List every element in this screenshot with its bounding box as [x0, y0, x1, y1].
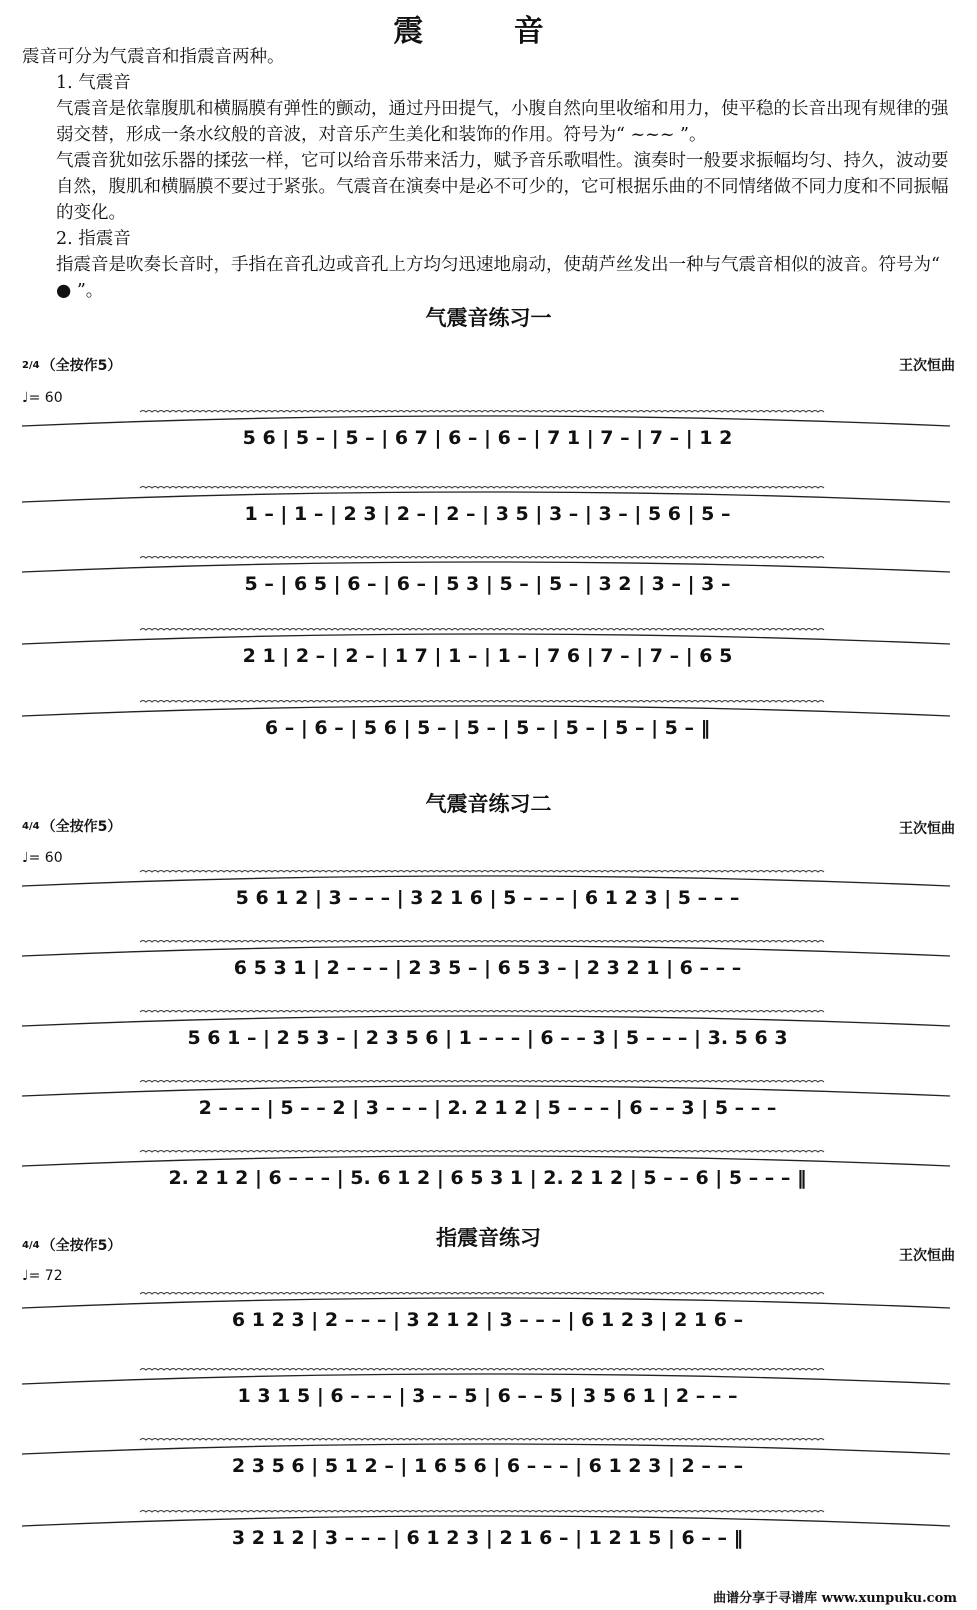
composer: 王次恒曲 — [899, 1248, 955, 1264]
notation-text: 1 – | 1 – | 2 3 | 2 – | 2 – | 3 5 | 3 – | 3 – | 5 6 | 5 – — [244, 503, 731, 525]
intro-paragraph: 指震音是吹奏长音时，手指在音孔边或音孔上方均匀迅速地扇动，使葫芦丝发出一种与气震音相似的波音。符号为“ ● ”。 — [56, 255, 940, 301]
notation-line — [20, 690, 955, 750]
meter-key — [22, 355, 121, 375]
key-note: （全按作5） — [41, 1238, 122, 1254]
time-signature: 2/4 — [22, 360, 40, 371]
notation-text: 5 – | 6 5 | 6 – | 6 – | 5 3 | 5 – | 5 – | 3 2 | 3 – | 3 – — [244, 573, 731, 595]
intro-paragraph: 气震音犹如弦乐器的揉弦一样，它可以给音乐带来活力，赋予音乐歌唱性。演奏时一般要求振幅均匀、持久，波动要自然，腹肌和横膈膜不要过于紧张。气震音在演奏中是必不可少的，它可根据乐曲的不同情绪做不同力度和不同振幅的变化。 — [56, 151, 949, 223]
notation-line — [20, 1358, 955, 1418]
notation-text: 5 6 1 2 | 3 – – – | 3 2 1 6 | 5 – – – | 6 1 2 3 | 5 – – – — [235, 887, 740, 909]
notation-line — [20, 546, 955, 606]
composer: 王次恒曲 — [899, 358, 955, 374]
tempo-mark: ♩= 60 — [22, 850, 63, 866]
notation-text: 5 6 1 – | 2 5 3 – | 2 3 5 6 | 1 – – – | 6 – – 3 | 5 – – – | 3. 5 6 3 — [187, 1027, 788, 1049]
intro-subheading: 2. 指震音 — [56, 229, 131, 249]
notation-text: 5 6 | 5 – | 5 – | 6 7 | 6 – | 6 – | 7 1 | 7 – | 7 – | 1 2 — [242, 427, 733, 449]
footer-credit: 曲谱分享于寻谱库 www.xunpuku.com — [713, 1591, 957, 1606]
notation-text: 2 3 5 6 | 5 1 2 – | 1 6 5 6 | 6 – – – | 6 1 2 3 | 2 – – – — [231, 1455, 744, 1477]
notation-line — [20, 1428, 955, 1488]
meter-key — [22, 816, 121, 836]
notation-text: 3 2 1 2 | 3 – – – | 6 1 2 3 | 2 1 6 – | 1 2 1 5 | 6 – – ‖ — [231, 1527, 744, 1549]
notation-line — [20, 860, 955, 920]
time-signature: 4/4 — [22, 821, 40, 832]
notation-line — [20, 618, 955, 678]
notation-text: 6 5 3 1 | 2 – – – | 2 3 5 – | 6 5 3 – | 2 3 2 1 | 6 – – – — [233, 957, 742, 979]
notation-text: 2. 2 1 2 | 6 – – – | 5. 6 1 2 | 6 5 3 1 | 2. 2 1 2 | 5 – – 6 | 5 – – – ‖ — [168, 1167, 807, 1189]
intro-paragraph: 气震音是依靠腹肌和横膈膜有弹性的颤动，通过丹田提气，小腹自然向里收缩和用力，使平稳的长音出现有规律的强弱交替，形成一条水纹般的音波，对音乐产生美化和装饰的作用。符号为“ ~~~ ”。 — [56, 99, 949, 145]
exercise-heading: 气震音练习一 — [425, 306, 552, 330]
intro-text — [22, 44, 952, 304]
key-note: （全按作5） — [41, 358, 122, 374]
notation-line — [20, 930, 955, 990]
tempo-mark: ♩= 72 — [22, 1268, 63, 1284]
notation-line — [20, 1140, 955, 1200]
notation-text: 6 – | 6 – | 5 6 | 5 – | 5 – | 5 – | 5 – | 5 – | 5 – ‖ — [264, 717, 711, 739]
notation-line — [20, 1282, 955, 1342]
meter-key — [22, 1235, 121, 1255]
notation-text: 2 1 | 2 – | 2 – | 1 7 | 1 – | 1 – | 7 6 | 7 – | 7 – | 6 5 — [242, 645, 733, 667]
notation-line — [20, 1500, 955, 1560]
notation-line — [20, 476, 955, 536]
notation-text: 6 1 2 3 | 2 – – – | 3 2 1 2 | 3 – – – | 6 1 2 3 | 2 1 6 – — [231, 1309, 744, 1331]
notation-text: 1 3 1 5 | 6 – – – | 3 – – 5 | 6 – – 5 | 3 5 6 1 | 2 – – – — [237, 1385, 738, 1407]
notation-text: 2 – – – | 5 – – 2 | 3 – – – | 2. 2 1 2 | 5 – – – | 6 – – 3 | 5 – – – — [198, 1097, 777, 1119]
page-title: 震 音 — [393, 14, 584, 49]
exercise-heading: 气震音练习二 — [425, 792, 552, 816]
composer: 王次恒曲 — [899, 821, 955, 837]
notation-line — [20, 400, 955, 460]
exercise-heading: 指震音练习 — [436, 1226, 541, 1250]
tempo-mark: ♩= 60 — [22, 390, 63, 406]
intro-line: 震音可分为气震音和指震音两种。 — [22, 47, 285, 67]
time-signature: 4/4 — [22, 1240, 40, 1251]
intro-subheading: 1. 气震音 — [56, 73, 131, 93]
notation-line — [20, 1070, 955, 1130]
notation-line — [20, 1000, 955, 1060]
key-note: （全按作5） — [41, 819, 122, 835]
